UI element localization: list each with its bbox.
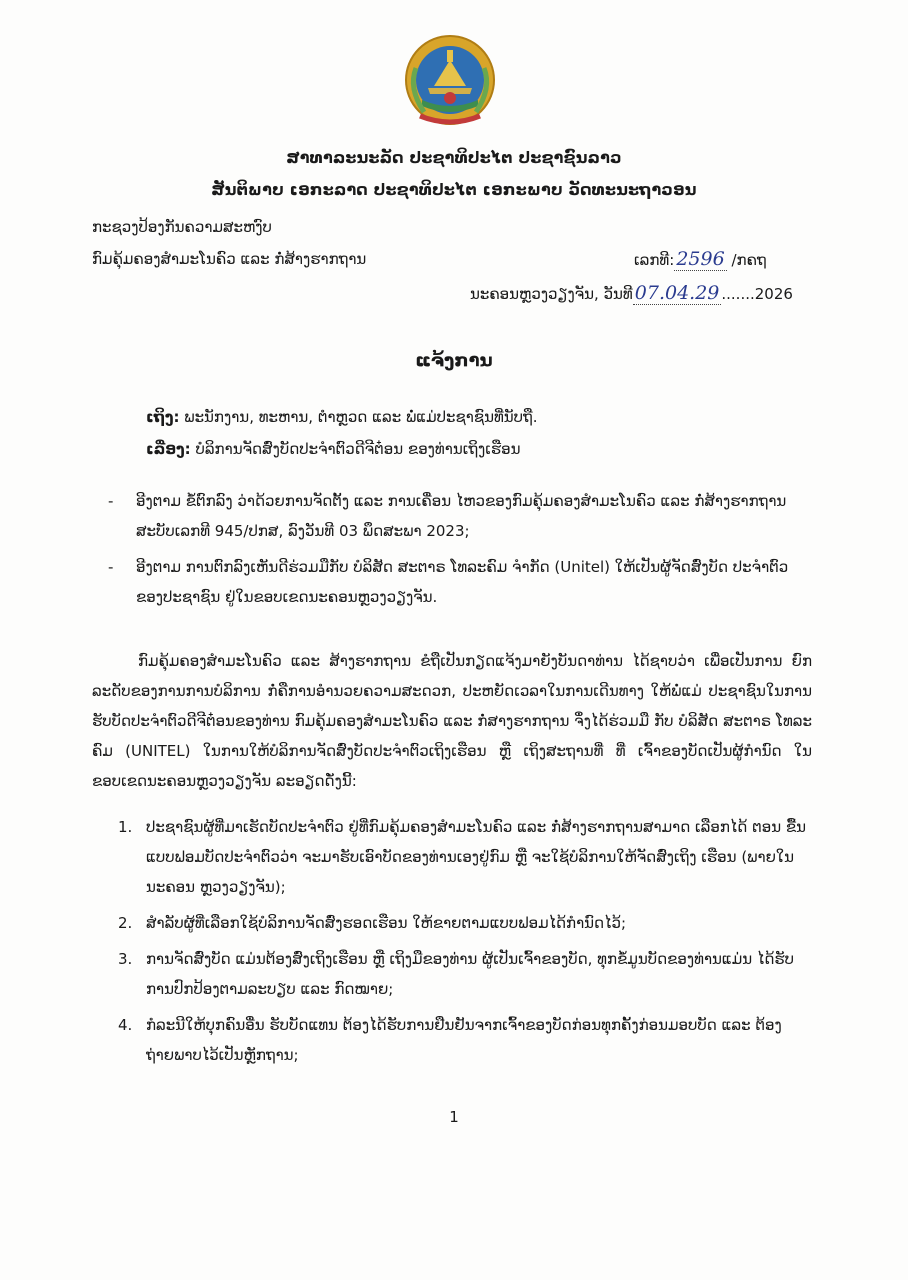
subject-line — [146, 440, 521, 458]
list-item — [108, 486, 808, 546]
reference-number — [634, 248, 767, 270]
item-number: 3. — [118, 950, 133, 968]
list-item — [118, 812, 808, 902]
item-number: 4. — [118, 1016, 133, 1034]
to-text: ພະນັກງານ, ທະຫານ, ຕຳຫຼວດ ແລະ ພໍ່ແມ່ປະຊາຊົນທີ່ນັບຖື. — [184, 408, 538, 426]
country-name-heading: ສາທາລະນະລັດ ປະຊາທິປະໄຕ ປະຊາຊົນລາວ — [286, 148, 622, 167]
bullet-text: ອີງຕາມ ການຕົກລົງເຫັນດີຮ່ວມມືກັບ ບໍລິສັດ ສະຕາຣ ໂທລະຄົມ ຈຳກັດ (Unitel) ໃຫ້ເປັນຜູ້ຈັດສົ່ງບັດ ປະຈຳຕົວຂອງປະຊາຊົນ ຢູ່ໃນຂອບເຂດນະຄອນຫຼວງວຽງຈັນ. — [136, 558, 789, 606]
number-suffix: /ກຄຖ — [731, 251, 767, 269]
numbered-list — [118, 812, 808, 1076]
item-number: 1. — [118, 818, 133, 836]
bullet-dash: - — [108, 558, 114, 576]
item-text: ປະຊາຊົນຜູ້ທີ່ມາເຮັດບັດປະຈຳຕົວ ຢູ່ທີ່ກົມຄຸ້ມຄອງສຳມະໂນຄົວ ແລະ ກໍ່ສ້າງຮາກຖານສາມາດ ເລືອກໄດ້ ຕອນ ຂື້ນແບບຟອມບັດປະຈຳຕົວວ່າ ຈະມາຮັບເອົາບັດຂອງທ່ານເອງຢູ່ກົມ ຫຼື ຈະໃຊ້ບໍລິການໃຫ້ຈັດສົ່ງເຖິງ ເຮືອນ (ພາຍໃນ ນະຄອນ ຫຼວງວຽງຈັນ); — [146, 818, 806, 896]
date-prefix: ນະຄອນຫຼວງວຽງຈັນ, ວັນທີ — [470, 285, 633, 303]
list-item — [118, 944, 808, 1004]
item-text: ກໍລະນີໃຫ້ບຸກຄົນອື່ນ ຮັບບັດແທນ ຕ້ອງໄດ້ຮັບການຢືນຢັນຈາກເຈົ້າຂອງບັດກ່ອນທຸກຄັ້ງກ່ອນມອບບັດ ແລະ ຕ້ອງຖ່າຍພາບໄວ້ເປັນຫຼັກຖານ; — [146, 1016, 782, 1064]
bullet-dash: - — [108, 492, 114, 510]
subject-label: ເລື່ອງ: — [146, 440, 191, 458]
item-text: ການຈັດສົ່ງບັດ ແມ່ນຕ້ອງສົ່ງເຖິງເຮືອນ ຫຼື ເຖິງມືຂອງທ່ານ ຜູ້ເປັນເຈົ້າຂອງບັດ, ທຸກຂໍ້ມູນບັດຂອງທ່ານແມ່ນ ໄດ້ຮັບການປົກປ້ອງຕາມລະບຽບ ແລະ ກົດໝາຍ; — [146, 950, 794, 998]
department-name: ກົມຄຸ້ມຄອງສຳມະໂນຄົວ ແລະ ກໍ່ສ້າງຮາກຖານ — [92, 250, 367, 268]
ministry-name: ກະຊວງປ້ອງກັນຄວາມສະຫງົບ — [92, 218, 272, 236]
body-paragraph: ກົມຄຸ້ມຄອງສຳມະໂນຄົວ ແລະ ສ້າງຮາກຖານ ຂໍຖືເປັນກຽດແຈ້ງມາຍັງບັນດາທ່ານ ໄດ້ຊາບວ່າ ເພື່ອເປັນການ ຍົກລະດັບຂອງການການບໍລິການ ກໍ່ຄືການອຳນວຍຄວາມສະດວກ, ປະຫຍັດເວລາໃນການເດີນທາງ ໃຫ້ພໍ່ແມ່ ປະຊາຊົນໃນການຮັບບັດປະຈຳຕົວດີຈີຕ໋ອນຂອງທ່ານ ກົມຄຸ້ມຄອງສຳມະໂນຄົວ ແລະ ກໍ່ສາງຮາກຖານ ຈຶ່ງໄດ້ຮ່ວມມື ກັບ ບໍລິສັດ ສະຕາຣ ໂທລະຄົມ (UNITEL) ໃນການໃຫ້ບໍລິການຈັດສົ່ງບັດປະຈຳຕົວເຖິງເຮືອນ ຫຼື ເຖິງສະຖານທີ່ ທີ່ ເຈົ້າຂອງບັດເປັນຜູ້ກຳນົດ ໃນຂອບເຂດນະຄອນຫຼວງວຽງຈັນ ລະອຽດດັ່ງນີ້: — [92, 652, 812, 790]
list-item — [118, 908, 808, 938]
list-item — [108, 552, 808, 612]
page-number: 1 — [449, 1108, 459, 1126]
national-emblem-icon — [398, 28, 502, 128]
to-label: ເຖິງ: — [146, 408, 180, 426]
date-suffix: .......2026 — [721, 285, 793, 303]
item-text: ສຳລັບຜູ້ທີ່ເລືອກໃຊ້ບໍລິການຈັດສົ່ງຮອດເຮືອນ ໃຫ້ຂາຍຕາມແບບຟອມໄດ້ກຳນົດໄວ້; — [146, 914, 627, 932]
notice-title: ແຈ້ງການ — [415, 350, 493, 371]
bullet-text: ອີງຕາມ ຂໍ້ຕົກລົງ ວ່າດ້ວຍການຈັດຕັ້ງ ແລະ ການເຄື່ອນ ໄຫວຂອງກົມຄຸ້ມຄອງສຳມະໂນຄົວ ແລະ ກໍ່ສ້າງຮາກຖານ ສະບັບເລກທີ 945/ປກສ, ລົງວັນທີ 03 ພຶດສະພາ 2023; — [136, 492, 787, 540]
date-handwritten: 07.04.29 — [634, 282, 720, 304]
item-number: 2. — [118, 914, 133, 932]
reference-list — [108, 486, 808, 618]
document-date — [470, 282, 793, 304]
subject-text: ບໍລິການຈັດສົ່ງບັດປະຈຳຕົວດີຈີຕ໋ອນ ຂອງທ່ານເຖິງເຮືອນ — [195, 440, 521, 458]
list-item — [118, 1010, 808, 1070]
number-label: ເລກທີ: — [634, 251, 675, 269]
number-handwritten: 2596 — [676, 248, 725, 270]
national-motto: ສັນຕິພາບ ເອກະລາດ ປະຊາທິປະໄຕ ເອກະພາບ ວັດທະນະຖາວອນ — [211, 180, 697, 199]
recipient-line — [146, 408, 538, 426]
